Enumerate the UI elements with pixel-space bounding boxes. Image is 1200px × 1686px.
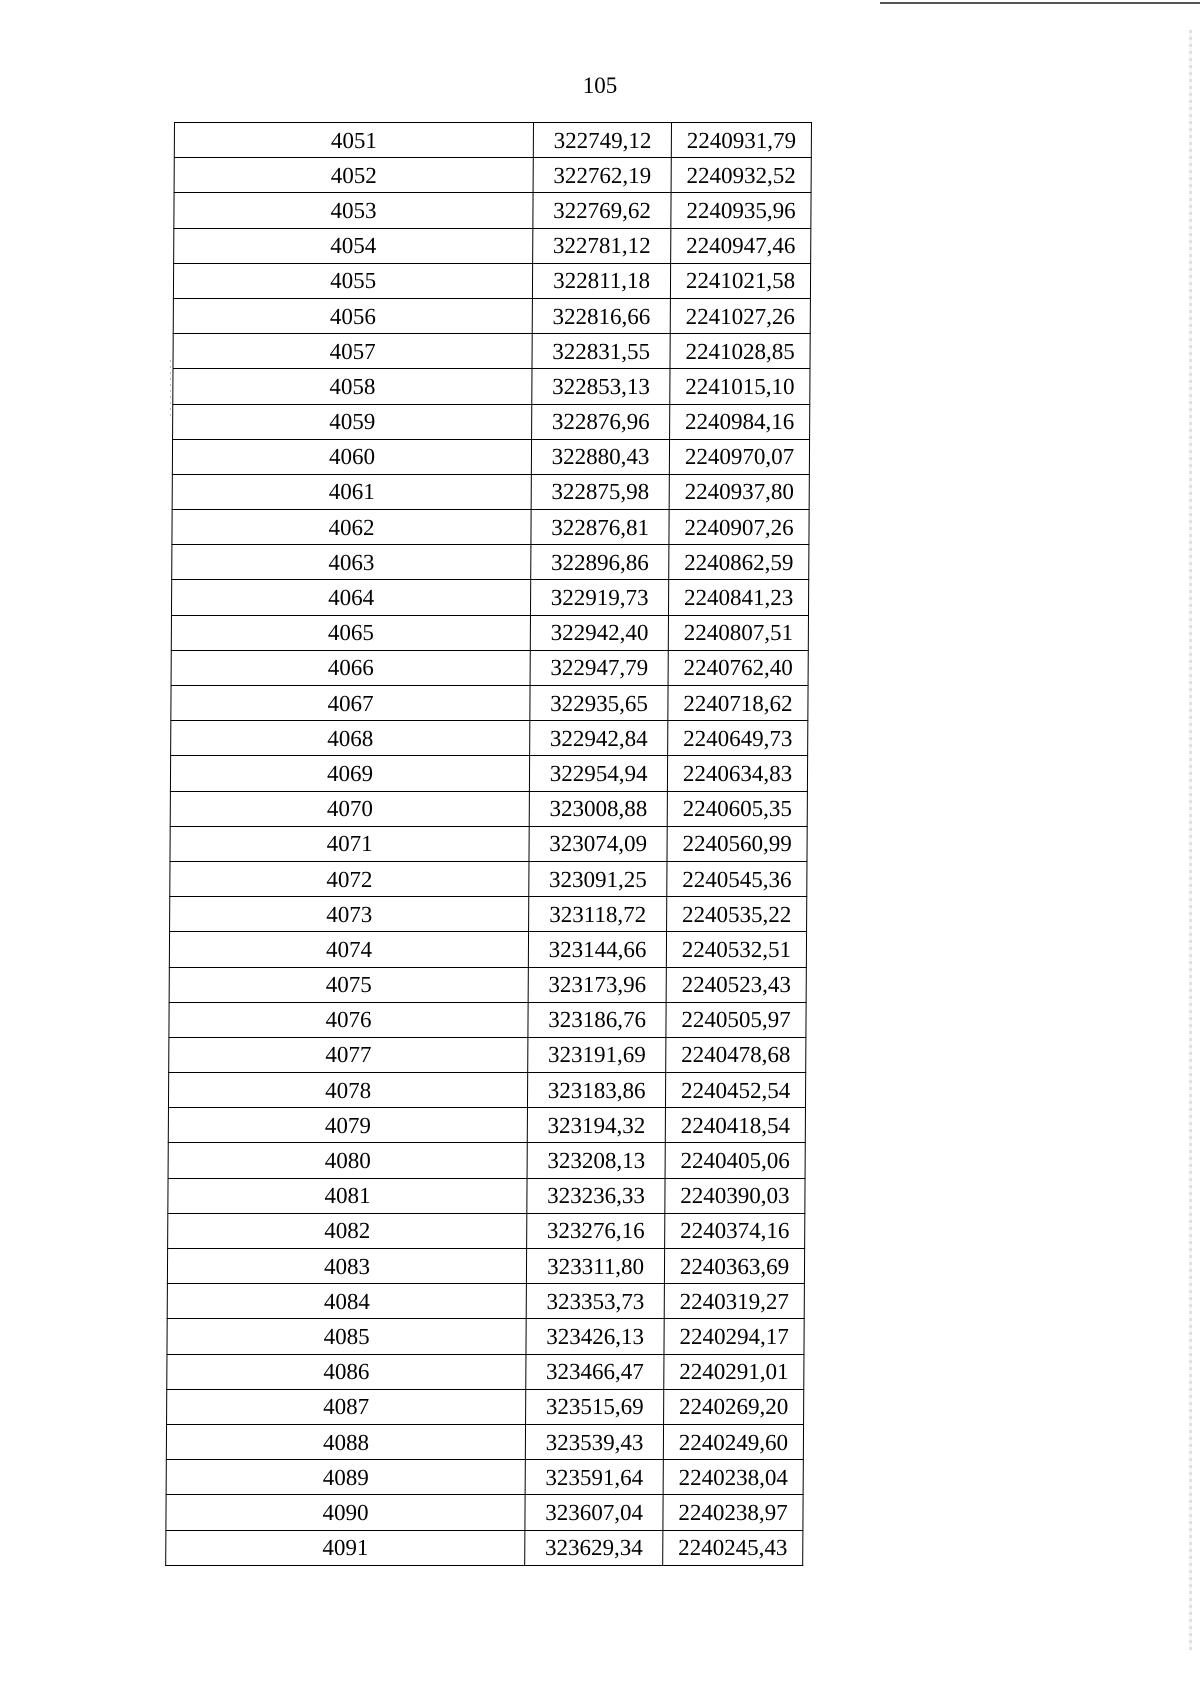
x-coordinate-cell: 322919,73 xyxy=(531,580,669,615)
x-coordinate-cell: 322749,12 xyxy=(533,123,671,158)
table-row xyxy=(171,615,808,650)
point-number-cell: 4070 xyxy=(170,791,529,826)
y-coordinate-cell: 2240245,43 xyxy=(663,1530,803,1565)
x-coordinate-cell: 323311,80 xyxy=(527,1249,665,1284)
point-number-cell: 4051 xyxy=(174,123,533,158)
x-coordinate-cell: 323091,25 xyxy=(529,861,667,896)
point-number-cell: 4074 xyxy=(169,932,528,967)
x-coordinate-cell: 322942,40 xyxy=(530,615,668,650)
x-coordinate-cell: 322954,94 xyxy=(530,756,668,791)
y-coordinate-cell: 2240634,83 xyxy=(667,756,807,791)
point-number-cell: 4064 xyxy=(171,580,530,615)
x-coordinate-cell: 323591,64 xyxy=(525,1460,663,1495)
y-coordinate-cell: 2240418,54 xyxy=(665,1108,805,1143)
x-coordinate-cell: 323276,16 xyxy=(527,1213,665,1248)
y-coordinate-cell: 2240390,03 xyxy=(665,1178,805,1213)
table-row xyxy=(166,1424,803,1459)
y-coordinate-cell: 2240478,68 xyxy=(666,1037,806,1072)
table-row xyxy=(170,861,807,896)
y-coordinate-cell: 2240269,20 xyxy=(664,1389,804,1424)
table-row xyxy=(173,334,810,369)
table-row xyxy=(172,474,809,509)
x-coordinate-cell: 322880,43 xyxy=(532,439,670,474)
table-row xyxy=(173,298,810,333)
table-row xyxy=(167,1319,804,1354)
scan-edge-noise xyxy=(1189,30,1192,1650)
y-coordinate-cell: 2240452,54 xyxy=(666,1073,806,1108)
point-number-cell: 4065 xyxy=(171,615,530,650)
x-coordinate-cell: 322762,19 xyxy=(533,158,671,193)
point-number-cell: 4068 xyxy=(171,721,530,756)
x-coordinate-cell: 323173,96 xyxy=(528,967,666,1002)
x-coordinate-cell: 323008,88 xyxy=(529,791,667,826)
x-coordinate-cell: 323515,69 xyxy=(526,1389,664,1424)
y-coordinate-cell: 2240970,07 xyxy=(669,439,809,474)
x-coordinate-cell: 323607,04 xyxy=(525,1495,663,1530)
table-row xyxy=(168,1108,805,1143)
x-coordinate-cell: 322769,62 xyxy=(533,193,671,228)
x-coordinate-cell: 322853,13 xyxy=(532,369,670,404)
table-row xyxy=(173,369,810,404)
point-number-cell: 4076 xyxy=(169,1002,528,1037)
table-row xyxy=(173,263,810,298)
y-coordinate-cell: 2241027,26 xyxy=(670,298,810,333)
x-coordinate-cell: 322811,18 xyxy=(533,263,671,298)
point-number-cell: 4056 xyxy=(173,298,532,333)
table-row xyxy=(173,404,810,439)
coordinates-table xyxy=(165,122,812,1566)
x-coordinate-cell: 323208,13 xyxy=(527,1143,665,1178)
y-coordinate-cell: 2240363,69 xyxy=(664,1249,804,1284)
y-coordinate-cell: 2240935,96 xyxy=(671,193,811,228)
table-row xyxy=(170,897,807,932)
x-coordinate-cell: 323539,43 xyxy=(526,1424,664,1459)
point-number-cell: 4091 xyxy=(166,1530,525,1565)
point-number-cell: 4083 xyxy=(167,1249,526,1284)
point-number-cell: 4088 xyxy=(166,1424,525,1459)
x-coordinate-cell: 323466,47 xyxy=(526,1354,664,1389)
point-number-cell: 4082 xyxy=(168,1213,527,1248)
table-row xyxy=(170,826,807,861)
x-coordinate-cell: 322831,55 xyxy=(532,334,670,369)
point-number-cell: 4069 xyxy=(170,756,529,791)
point-number-cell: 4057 xyxy=(173,334,532,369)
point-number-cell: 4055 xyxy=(173,263,532,298)
x-coordinate-cell: 322875,98 xyxy=(531,474,669,509)
table-row xyxy=(174,123,811,158)
x-coordinate-cell: 322876,81 xyxy=(531,510,669,545)
point-number-cell: 4053 xyxy=(174,193,533,228)
x-coordinate-cell: 323186,76 xyxy=(528,1002,666,1037)
x-coordinate-cell: 322876,96 xyxy=(532,404,670,439)
point-number-cell: 4081 xyxy=(168,1178,527,1213)
y-coordinate-cell: 2240535,22 xyxy=(667,897,807,932)
y-coordinate-cell: 2240932,52 xyxy=(671,158,811,193)
table-row xyxy=(172,439,809,474)
y-coordinate-cell: 2240862,59 xyxy=(669,545,809,580)
y-coordinate-cell: 2240947,46 xyxy=(671,228,811,263)
x-coordinate-cell: 323629,34 xyxy=(525,1530,663,1565)
y-coordinate-cell: 2240907,26 xyxy=(669,510,809,545)
y-coordinate-cell: 2240238,04 xyxy=(663,1460,803,1495)
table-row xyxy=(170,791,807,826)
table-row xyxy=(168,1178,805,1213)
y-coordinate-cell: 2240718,62 xyxy=(668,686,808,721)
point-number-cell: 4080 xyxy=(168,1143,527,1178)
y-coordinate-cell: 2240649,73 xyxy=(668,721,808,756)
y-coordinate-cell: 2240605,35 xyxy=(667,791,807,826)
table-row xyxy=(174,228,811,263)
y-coordinate-cell: 2240545,36 xyxy=(667,861,807,896)
y-coordinate-cell: 2241015,10 xyxy=(670,369,810,404)
table-row xyxy=(171,650,808,685)
table-row xyxy=(168,1073,805,1108)
table-row xyxy=(167,1389,804,1424)
x-coordinate-cell: 322942,84 xyxy=(530,721,668,756)
table-row xyxy=(168,1143,805,1178)
x-coordinate-cell: 322896,86 xyxy=(531,545,669,580)
point-number-cell: 4090 xyxy=(166,1495,525,1530)
table-row xyxy=(171,686,808,721)
x-coordinate-cell: 323144,66 xyxy=(529,932,667,967)
point-number-cell: 4084 xyxy=(167,1284,526,1319)
point-number-cell: 4072 xyxy=(170,861,529,896)
point-number-cell: 4087 xyxy=(167,1389,526,1424)
point-number-cell: 4061 xyxy=(172,474,531,509)
point-number-cell: 4071 xyxy=(170,826,529,861)
x-coordinate-cell: 322816,66 xyxy=(532,298,670,333)
point-number-cell: 4063 xyxy=(172,545,531,580)
y-coordinate-cell: 2240807,51 xyxy=(668,615,808,650)
table-row xyxy=(166,1495,803,1530)
table-row xyxy=(168,1213,805,1248)
point-number-cell: 4079 xyxy=(168,1108,527,1143)
x-coordinate-cell: 323426,13 xyxy=(526,1319,664,1354)
table-row xyxy=(170,756,807,791)
point-number-cell: 4066 xyxy=(171,650,530,685)
y-coordinate-cell: 2240505,97 xyxy=(666,1002,806,1037)
table-row xyxy=(166,1530,803,1565)
scan-border-line xyxy=(880,2,1200,4)
table-row xyxy=(167,1354,804,1389)
table-row xyxy=(169,1037,806,1072)
x-coordinate-cell: 323074,09 xyxy=(529,826,667,861)
point-number-cell: 4089 xyxy=(166,1460,525,1495)
table-row xyxy=(174,158,811,193)
point-number-cell: 4058 xyxy=(173,369,532,404)
table-row xyxy=(171,580,808,615)
y-coordinate-cell: 2240762,40 xyxy=(668,650,808,685)
table-row xyxy=(167,1284,804,1319)
point-number-cell: 4075 xyxy=(169,967,528,1002)
x-coordinate-cell: 322781,12 xyxy=(533,228,671,263)
y-coordinate-cell: 2240841,23 xyxy=(669,580,809,615)
table-row xyxy=(172,510,809,545)
x-coordinate-cell: 322947,79 xyxy=(530,650,668,685)
y-coordinate-cell: 2241028,85 xyxy=(670,334,810,369)
x-coordinate-cell: 323191,69 xyxy=(528,1037,666,1072)
point-number-cell: 4059 xyxy=(173,404,532,439)
y-coordinate-cell: 2240937,80 xyxy=(669,474,809,509)
y-coordinate-cell: 2240532,51 xyxy=(666,932,806,967)
table-row xyxy=(169,967,806,1002)
table-row xyxy=(167,1249,804,1284)
y-coordinate-cell: 2240319,27 xyxy=(664,1284,804,1319)
y-coordinate-cell: 2240374,16 xyxy=(665,1213,805,1248)
point-number-cell: 4062 xyxy=(172,510,531,545)
y-coordinate-cell: 2240560,99 xyxy=(667,826,807,861)
table-row xyxy=(169,932,806,967)
point-number-cell: 4060 xyxy=(172,439,531,474)
point-number-cell: 4078 xyxy=(168,1073,527,1108)
y-coordinate-cell: 2240291,01 xyxy=(664,1354,804,1389)
point-number-cell: 4086 xyxy=(167,1354,526,1389)
x-coordinate-cell: 323236,33 xyxy=(527,1178,665,1213)
x-coordinate-cell: 322935,65 xyxy=(530,686,668,721)
y-coordinate-cell: 2240249,60 xyxy=(663,1424,803,1459)
point-number-cell: 4054 xyxy=(174,228,533,263)
point-number-cell: 4052 xyxy=(174,158,533,193)
x-coordinate-cell: 323118,72 xyxy=(529,897,667,932)
x-coordinate-cell: 323194,32 xyxy=(527,1108,665,1143)
point-number-cell: 4073 xyxy=(170,897,529,932)
y-coordinate-cell: 2240405,06 xyxy=(665,1143,805,1178)
y-coordinate-cell: 2240931,79 xyxy=(671,123,811,158)
page-number: 105 xyxy=(582,73,618,98)
table-row xyxy=(172,545,809,580)
x-coordinate-cell: 323183,86 xyxy=(528,1073,666,1108)
table-row xyxy=(174,193,811,228)
table-row xyxy=(171,721,808,756)
y-coordinate-cell: 2240984,16 xyxy=(670,404,810,439)
scan-dust-marks xyxy=(170,360,171,420)
point-number-cell: 4085 xyxy=(167,1319,526,1354)
point-number-cell: 4067 xyxy=(171,686,530,721)
table-row xyxy=(166,1460,803,1495)
y-coordinate-cell: 2241021,58 xyxy=(670,263,810,298)
coordinates-table-body xyxy=(166,123,812,1566)
y-coordinate-cell: 2240238,97 xyxy=(663,1495,803,1530)
y-coordinate-cell: 2240523,43 xyxy=(666,967,806,1002)
point-number-cell: 4077 xyxy=(169,1037,528,1072)
x-coordinate-cell: 323353,73 xyxy=(526,1284,664,1319)
y-coordinate-cell: 2240294,17 xyxy=(664,1319,804,1354)
table-row xyxy=(169,1002,806,1037)
